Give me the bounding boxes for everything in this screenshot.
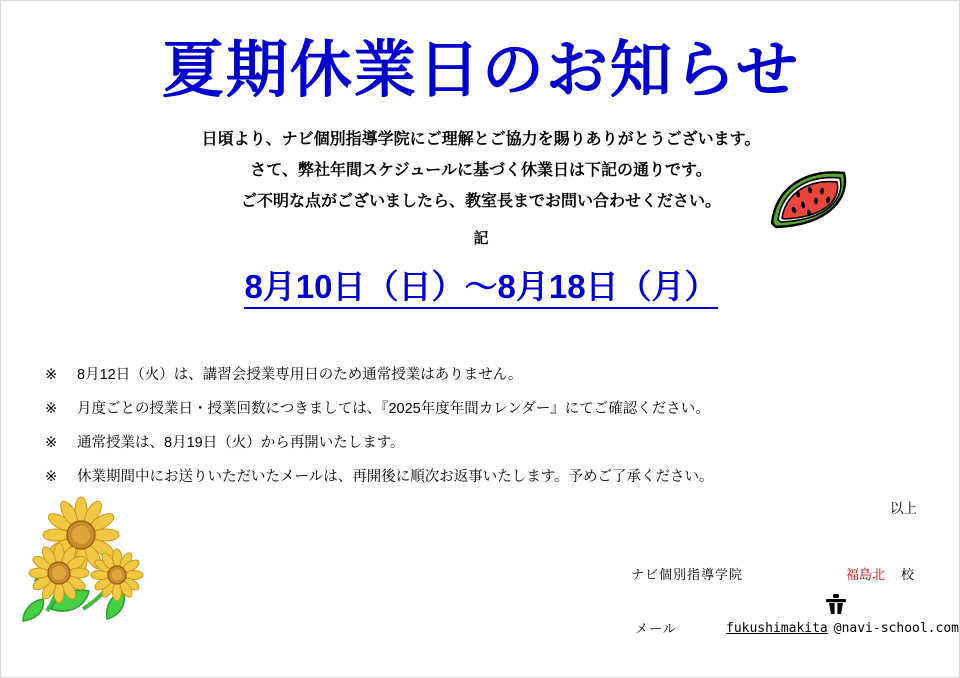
signature-branch [846, 565, 914, 585]
list-item [45, 398, 925, 420]
signature-branch-suffix: 校 [901, 567, 915, 582]
intro-line-3: ご不明な点がございましたら、教室長までお問い合わせください。 [240, 193, 721, 210]
note-mark-icon: ※ [45, 469, 58, 485]
watermelon-icon [766, 167, 856, 229]
note-text: 休業期間中にお送りいただいたメールは、再開後に順次お返事いたします。予めご了承ください。 [77, 469, 714, 485]
list-item [45, 364, 925, 386]
note-text: 月度ごとの授業日・授業回数につきましては、『2025年度年間カレンダー』にてご確認ください。 [77, 401, 710, 417]
closure-date-range-text: 8月10日（日）～8月18日（月） [244, 268, 717, 309]
note-text: 8月12日（火）は、講習会授業専用日のため通常授業はありません。 [77, 367, 523, 383]
page-title: 夏期休業日のお知らせ [161, 36, 801, 105]
signature-mail-label: メール [635, 621, 677, 636]
intro-line-1: 日頃より、ナビ個別指導学院にご理解とご協力を賜りありがとうございます。 [201, 131, 761, 148]
ki-marker: 記 [473, 230, 489, 247]
closing-text: 以上 [890, 501, 917, 516]
signature-mail-address[interactable] [726, 619, 959, 639]
closure-date-range [1, 265, 960, 309]
note-mark-icon: ※ [45, 435, 58, 451]
signature-mail-domain: @navi-school.com [833, 621, 959, 636]
intro-line-2: さて、弊社年間スケジュールに基づく休業日は下記の通りです。 [250, 162, 712, 179]
list-item [45, 432, 925, 454]
notes-list [45, 364, 925, 500]
signature-branch-name: 福島北 [846, 567, 886, 582]
navi-mark-icon [824, 593, 848, 615]
signature-school-name: ナビ個別指導学院 [631, 567, 744, 582]
signature-mail-user: fukushimakita [726, 621, 828, 636]
note-text: 通常授業は、8月19日（火）から再開いたします。 [77, 435, 405, 451]
note-mark-icon: ※ [45, 401, 58, 417]
sunflower-icon [19, 495, 199, 625]
list-item [45, 466, 925, 488]
note-mark-icon: ※ [45, 367, 58, 383]
